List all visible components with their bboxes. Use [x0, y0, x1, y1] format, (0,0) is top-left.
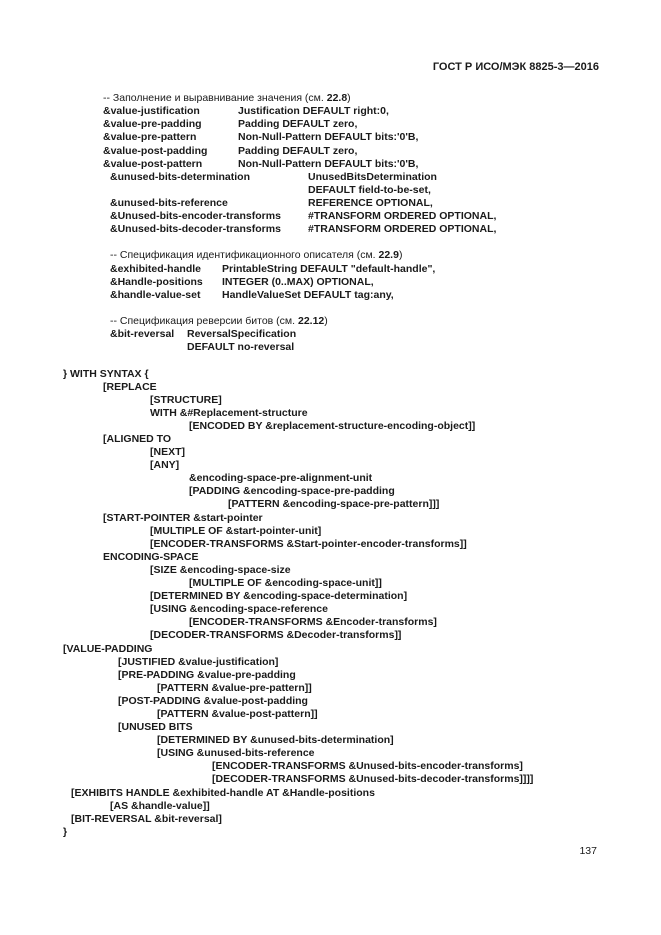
field-name: &Unused-bits-encoder-transforms [110, 210, 281, 222]
field-value: DEFAULT field-to-be-set, [308, 184, 431, 196]
syntax-line: [ENCODER-TRANSFORMS &Unused-bits-encoder-transforms] [212, 760, 523, 772]
syntax-line: } [63, 826, 68, 838]
field-name: &value-pre-pattern [103, 131, 197, 143]
syntax-line: [EXHIBITS HANDLE &exhibited-handle AT &Handle-positions [71, 787, 375, 799]
field-name: &unused-bits-determination [110, 171, 251, 183]
syntax-line: [ALIGNED TO [103, 433, 172, 445]
syntax-line: &encoding-space-pre-alignment-unit [189, 472, 373, 484]
field-value: UnusedBitsDetermination [308, 171, 437, 183]
syntax-line: [JUSTIFIED &value-justification] [118, 656, 279, 668]
document-header: ГОСТ Р ИСО/МЭК 8825-3—2016 [432, 61, 599, 73]
syntax-line: [DECODER-TRANSFORMS &Decoder-transforms]] [150, 629, 402, 641]
field-value: DEFAULT no-reversal [187, 341, 295, 353]
syntax-line: [DETERMINED BY &encoding-space-determination] [150, 590, 408, 602]
field-value: PrintableString DEFAULT "default-handle", [222, 263, 436, 275]
syntax-line: [MULTIPLE OF &start-pointer-unit] [150, 525, 322, 537]
syntax-line: [ENCODER-TRANSFORMS &Start-pointer-encoder-transforms]] [150, 538, 467, 550]
syntax-line: } WITH SYNTAX { [63, 368, 149, 380]
syntax-line: [USING &unused-bits-reference [157, 747, 315, 759]
field-value: Justification DEFAULT right:0, [238, 105, 389, 117]
syntax-line: [AS &handle-value]] [110, 800, 210, 812]
syntax-line: [PATTERN &encoding-space-pre-pattern]]] [228, 498, 440, 510]
field-value: HandleValueSet DEFAULT tag:any, [222, 289, 394, 301]
syntax-line: [MULTIPLE OF &encoding-space-unit]] [189, 577, 382, 589]
field-value: ReversalSpecification [187, 328, 297, 340]
field-value: INTEGER (0..MAX) OPTIONAL, [222, 276, 374, 288]
comment-padding: -- Заполнение и выравнивание значения (см. 22.8) [103, 92, 351, 104]
syntax-line: [ENCODER-TRANSFORMS &Encoder-transforms] [189, 616, 437, 628]
field-name: &handle-value-set [110, 289, 201, 301]
syntax-line: [UNUSED BITS [118, 721, 193, 733]
syntax-line: [VALUE-PADDING [63, 643, 153, 655]
field-value: Padding DEFAULT zero, [238, 145, 358, 157]
field-name: &exhibited-handle [110, 263, 202, 275]
syntax-line: [USING &encoding-space-reference [150, 603, 328, 615]
page-number: 137 [579, 845, 597, 857]
syntax-line: [DETERMINED BY &unused-bits-determination] [157, 734, 394, 746]
syntax-line: WITH &#Replacement-structure [150, 407, 308, 419]
syntax-line: [POST-PADDING &value-post-padding [118, 695, 308, 707]
comment-handle: -- Спецификация идентификационного описателя (см. 22.9) [110, 249, 403, 261]
comment-reversal: -- Спецификация реверсии битов (см. 22.12) [110, 315, 328, 327]
field-name: &value-post-pattern [103, 158, 203, 170]
syntax-line: [SIZE &encoding-space-size [150, 564, 291, 576]
field-value: #TRANSFORM ORDERED OPTIONAL, [308, 223, 497, 235]
syntax-line: [NEXT] [150, 446, 185, 458]
field-value: Padding DEFAULT zero, [238, 118, 358, 130]
field-name: &value-justification [103, 105, 200, 117]
field-name: &bit-reversal [110, 328, 175, 340]
field-name: &unused-bits-reference [110, 197, 228, 209]
syntax-line: [STRUCTURE] [150, 394, 222, 406]
syntax-line: [START-POINTER &start-pointer [103, 512, 263, 524]
field-value: Non-Null-Pattern DEFAULT bits:'0'B, [238, 158, 419, 170]
syntax-line: [REPLACE [103, 381, 157, 393]
syntax-line: [DECODER-TRANSFORMS &Unused-bits-decoder-transforms]]]] [212, 773, 534, 785]
syntax-line: [BIT-REVERSAL &bit-reversal] [71, 813, 222, 825]
syntax-line: [PADDING &encoding-space-pre-padding [189, 485, 395, 497]
field-name: &Handle-positions [110, 276, 203, 288]
syntax-line: [PRE-PADDING &value-pre-padding [118, 669, 296, 681]
field-value: #TRANSFORM ORDERED OPTIONAL, [308, 210, 497, 222]
field-name: &Unused-bits-decoder-transforms [110, 223, 281, 235]
field-value: Non-Null-Pattern DEFAULT bits:'0'B, [238, 131, 419, 143]
field-name: &value-post-padding [103, 145, 208, 157]
field-value: REFERENCE OPTIONAL, [308, 197, 433, 209]
field-name: &value-pre-padding [103, 118, 202, 130]
syntax-line: [ANY] [150, 459, 180, 471]
syntax-line: [PATTERN &value-post-pattern]] [157, 708, 318, 720]
syntax-line: [PATTERN &value-pre-pattern]] [157, 682, 312, 694]
syntax-line: [ENCODED BY &replacement-structure-encoding-object]] [189, 420, 476, 432]
syntax-line: ENCODING-SPACE [103, 551, 199, 563]
